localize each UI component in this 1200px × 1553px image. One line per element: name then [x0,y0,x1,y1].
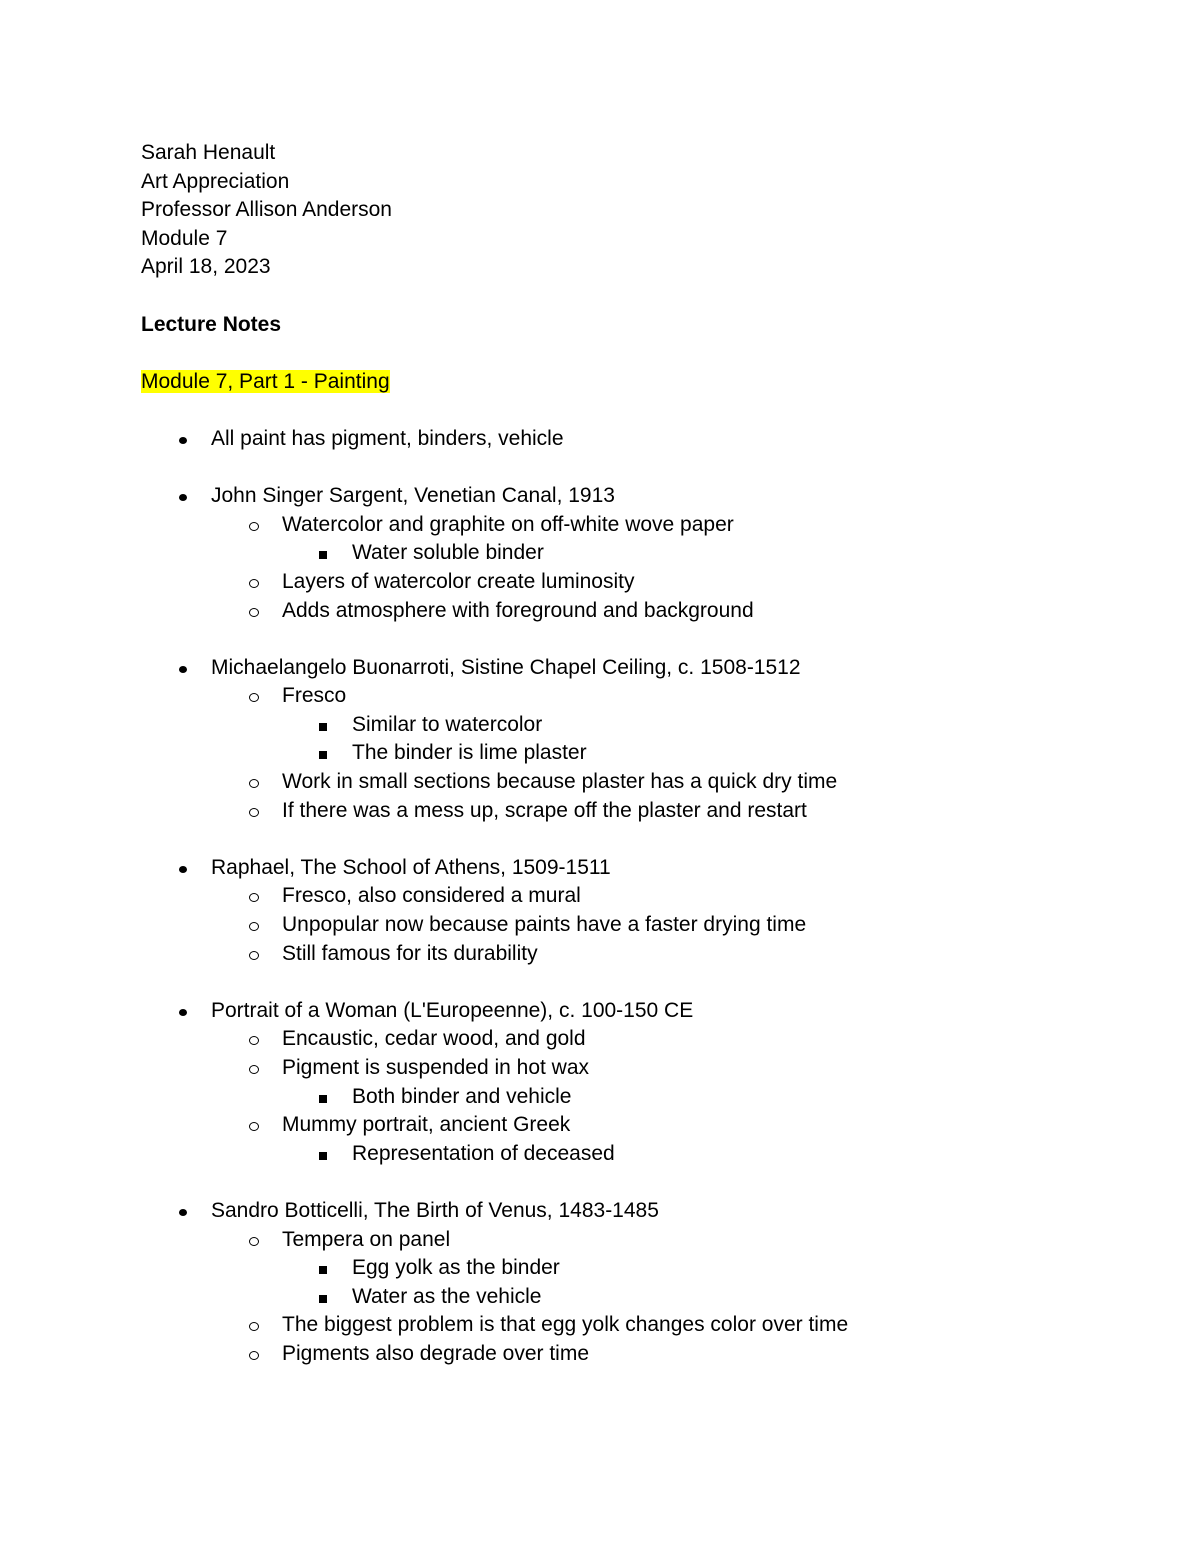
bullet-circle-icon [249,1322,259,1331]
list-item [141,539,1141,568]
list-item [141,1140,1141,1169]
list-item-text: All paint has pigment, binders, vehicle [211,426,564,450]
list-item-text: If there was a mess up, scrape off the plaster and restart [282,798,807,822]
list-item [141,1254,1141,1283]
list-item-text: Work in small sections because plaster has a quick dry time [282,770,838,794]
bullet-circle-icon [249,608,259,617]
list-item [141,940,1141,969]
list-item-text: Both binder and vehicle [352,1084,572,1108]
bullet-group [141,997,1141,1169]
list-item-text: Adds atmosphere with foreground and background [282,598,754,622]
list-item [141,682,1141,711]
list-item [141,1197,1141,1226]
bullet-circle-icon [249,779,259,788]
bullet-square-icon [319,1266,327,1274]
course-name: Art Appreciation [141,169,290,193]
list-item-text: Similar to watercolor [352,712,543,736]
bullet-disc-icon [179,1009,187,1016]
list-item [141,768,1141,797]
list-item [141,1054,1141,1083]
list-item [141,1083,1141,1112]
bullet-disc-icon [179,437,187,444]
bullet-square-icon [319,1295,327,1303]
bullet-square-icon [319,1152,327,1160]
list-item [141,739,1141,768]
list-item-text: Encaustic, cedar wood, and gold [282,1027,586,1051]
bullet-circle-icon [249,1036,259,1045]
module-number: Module 7 [141,226,228,250]
list-item-text: John Singer Sargent, Venetian Canal, 1913 [211,484,615,508]
bullet-circle-icon [249,893,259,902]
section-title: Module 7, Part 1 - Painting [141,369,390,393]
list-item [141,911,1141,940]
list-item-text: Raphael, The School of Athens, 1509-1511 [211,855,611,879]
list-item [141,1340,1141,1369]
bullet-circle-icon [249,951,259,960]
list-item-text: Water soluble binder [352,541,544,565]
bullet-group [141,654,1141,826]
bullet-circle-icon [249,522,259,531]
list-item-text: Pigment is suspended in hot wax [282,1056,590,1079]
list-item-text: Unpopular now because paints have a faster drying time [282,913,807,937]
bullet-circle-icon [249,922,259,931]
document-page [141,139,1141,1397]
professor-name: Professor Allison Anderson [141,198,392,222]
list-item-text: Fresco [282,684,347,708]
bullet-square-icon [319,723,327,731]
list-item [141,597,1141,626]
list-item-text: Mummy portrait, ancient Greek [282,1113,571,1137]
list-item-text: Michaelangelo Buonarroti, Sistine Chapel Ceiling, c. 1508-1512 [211,655,801,679]
bullet-square-icon [319,751,327,759]
list-item [141,1226,1141,1255]
document-date: April 18, 2023 [141,255,271,279]
list-item [141,854,1141,883]
bullet-circle-icon [249,693,259,702]
bullet-disc-icon [179,1209,187,1216]
list-item-text: The binder is lime plaster [352,741,587,765]
list-item-text: Representation of deceased [352,1141,615,1165]
list-item-text: Pigments also degrade over time [282,1341,589,1365]
list-item-text: Still famous for its durability [282,941,538,965]
list-item [141,482,1141,511]
bullet-square-icon [319,1095,327,1103]
bullet-square-icon [319,551,327,559]
document-title: Lecture Notes [141,312,282,336]
list-item [141,1025,1141,1054]
list-item [141,882,1141,911]
list-item-text: Watercolor and graphite on off-white wove paper [282,512,734,536]
list-item-text: The biggest problem is that egg yolk changes color over time [282,1313,849,1337]
list-item-text: Layers of watercolor create luminosity [282,569,635,593]
bullet-circle-icon [249,1122,259,1131]
list-item [141,568,1141,597]
list-item-text: Fresco, also considered a mural [282,884,581,908]
bullet-circle-icon [249,1065,259,1074]
list-item [141,711,1141,740]
list-item [141,797,1141,826]
list-item [141,425,1141,454]
list-item-text: Portrait of a Woman (L'Europeenne), c. 100-150 CE [211,998,694,1022]
bullet-group [141,482,1141,625]
list-item-text: Water as the vehicle [352,1284,542,1308]
bullet-disc-icon [179,666,187,673]
list-item-text: Egg yolk as the binder [352,1256,560,1280]
list-item [141,511,1141,540]
bullet-group [141,854,1141,968]
bullet-disc-icon [179,866,187,873]
list-item [141,1111,1141,1140]
list-item [141,654,1141,683]
list-item-text: Sandro Botticelli, The Birth of Venus, 1483-1485 [211,1198,659,1222]
bullet-circle-icon [249,1351,259,1360]
list-item [141,1311,1141,1340]
list-item [141,1283,1141,1312]
bullet-group [141,1197,1141,1369]
student-name: Sarah Henault [141,141,276,164]
bullet-circle-icon [249,1237,259,1246]
list-item [141,997,1141,1026]
bullet-disc-icon [179,494,187,501]
bullet-circle-icon [249,808,259,817]
list-item-text: Tempera on panel [282,1227,451,1251]
bullet-circle-icon [249,579,259,588]
bullet-group [141,425,1141,454]
